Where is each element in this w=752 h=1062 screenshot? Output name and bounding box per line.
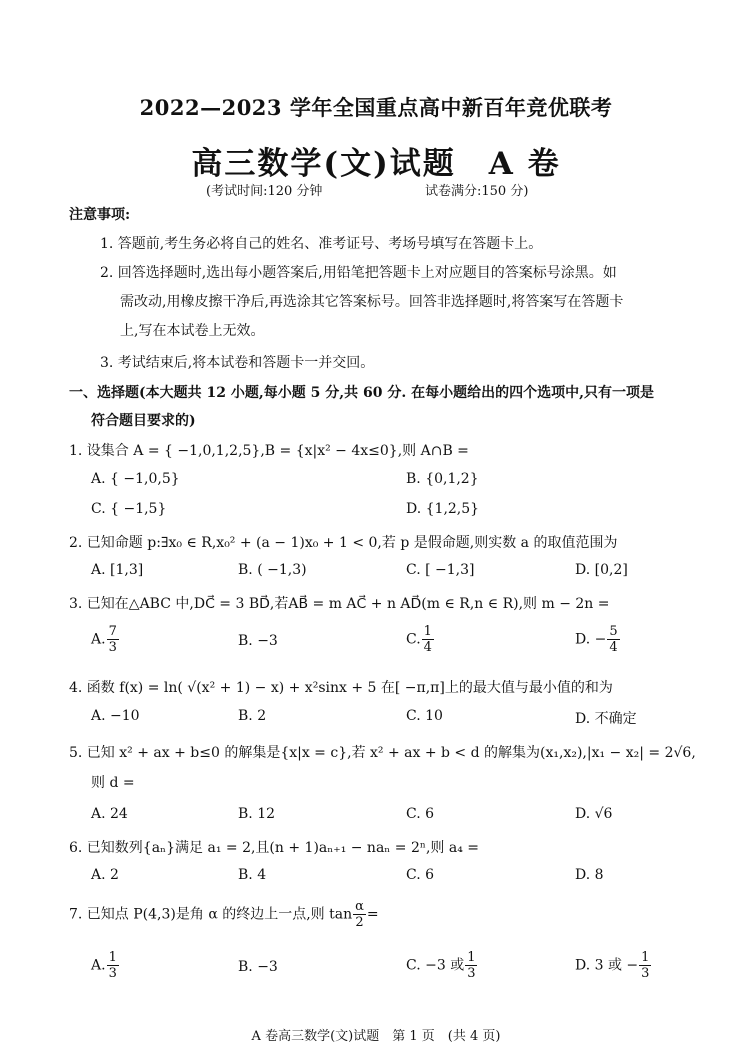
note-2-line-2: 需改动,用橡皮擦干净后,再选涂其它答案标号。回答非选择题时,将答案写在答题卡 bbox=[120, 294, 624, 310]
q7-option-b: B. −3 bbox=[238, 959, 278, 975]
question-7: 7. 已知点 P(4,3)是角 α 的终边上一点,则 tan $\frac{\alpha}{2}$ = bbox=[69, 899, 379, 930]
q1-option-a: A. { −1,0,5} bbox=[91, 471, 180, 487]
exam-score: 试卷满分:150 分) bbox=[425, 184, 529, 199]
q4-option-a: A. −10 bbox=[91, 708, 140, 724]
page-footer: A 卷高三数学(文)试题 第 1 页 (共 4 页) bbox=[251, 1029, 501, 1044]
q5-option-c: C. 6 bbox=[406, 806, 435, 822]
question-4: 4. 函数 f(x) = ln( √(x² + 1) − x) + x²sinx + 5 在[ −π,π]上的最大值与最小值的和为 bbox=[69, 680, 613, 696]
fraction: $\frac{5}{4}$ bbox=[609, 624, 618, 655]
question-6: 6. 已知数列{aₙ}满足 a₁ = 2,且(n + 1)aₙ₊₁ − naₙ = 2ⁿ,则 a₄ = bbox=[69, 840, 479, 856]
q2-option-d: D. [0,2] bbox=[575, 562, 628, 578]
q2-option-c: C. [ −1,3] bbox=[406, 562, 475, 578]
q5-option-a: A. 24 bbox=[91, 806, 128, 822]
note-2-line-1: 2. 回答选择题时,选出每小题答案后,用铅笔把答题卡上对应题目的答案标号涂黑。如 bbox=[100, 265, 617, 281]
note-3: 3. 考试结束后,将本试卷和答题卡一并交回。 bbox=[100, 355, 375, 371]
q7-option-d: D. 3 或 − $\frac{1}{3}$ bbox=[575, 950, 650, 981]
question-3: 3. 已知在△ABC 中,DC⃗ = 3 BD⃗,若AB⃗ = m AC⃗ + n AD⃗(m ∈ R,n ∈ R),则 m − 2n = bbox=[69, 596, 610, 612]
q3-option-b: B. −3 bbox=[238, 633, 278, 649]
q4-option-b: B. 2 bbox=[238, 708, 267, 724]
fraction: $\frac{1}{4}$ bbox=[423, 624, 432, 655]
question-1: 1. 设集合 A = { −1,0,1,2,5},B = {x|x² − 4x≤0},则 A∩B = bbox=[69, 443, 469, 459]
q3-option-c: C. $\frac{1}{4}$ bbox=[406, 624, 432, 655]
note-1: 1. 答题前,考生务必将自己的姓名、准考证号、考场号填写在答题卡上。 bbox=[100, 236, 543, 252]
q3-option-a: A. $\frac{7}{3}$ bbox=[91, 624, 117, 655]
q7-option-a: A. $\frac{1}{3}$ bbox=[91, 950, 117, 981]
q2-option-a: A. [1,3] bbox=[91, 562, 144, 578]
question-2: 2. 已知命题 p:∃x₀ ∈ R,x₀² + (a − 1)x₀ + 1 < 0,若 p 是假命题,则实数 a 的取值范围为 bbox=[69, 535, 618, 551]
q2-option-b: B. ( −1,3) bbox=[238, 562, 307, 578]
q5-option-d: D. √6 bbox=[575, 806, 613, 822]
fraction: $\frac{\alpha}{2}$ bbox=[355, 899, 364, 930]
fraction: $\frac{1}{3}$ bbox=[641, 950, 650, 981]
fraction: $\frac{1}{3}$ bbox=[108, 950, 117, 981]
q5-option-b: B. 12 bbox=[238, 806, 276, 822]
q1-option-c: C. { −1,5} bbox=[91, 501, 167, 517]
section-heading-line-2: 符合题目要求的) bbox=[91, 413, 196, 429]
q1-option-b: B. {0,1,2} bbox=[406, 471, 479, 487]
q4-option-d: D. 不确定 bbox=[575, 711, 637, 727]
question-5-line-2: 则 d = bbox=[91, 775, 135, 791]
q1-option-d: D. {1,2,5} bbox=[406, 501, 480, 517]
q6-option-c: C. 6 bbox=[406, 867, 435, 883]
q6-option-a: A. 2 bbox=[91, 867, 119, 883]
exam-series-title: 2022—2023 学年全国重点高中新百年竞优联考 bbox=[139, 95, 613, 120]
question-5: 5. 已知 x² + ax + b≤0 的解集是{x|x = c},若 x² + ax + b < d 的解集为(x₁,x₂),|x₁ − x₂| = 2√6, bbox=[69, 745, 696, 761]
q6-option-d: D. 8 bbox=[575, 867, 604, 883]
fraction: $\frac{1}{3}$ bbox=[467, 950, 476, 981]
q7-option-c: C. −3 或 $\frac{1}{3}$ bbox=[406, 950, 476, 981]
notes-heading: 注意事项: bbox=[69, 207, 131, 223]
q3-option-d: D. − $\frac{5}{4}$ bbox=[575, 624, 618, 655]
exam-subject-title: 高三数学(文)试题 A 卷 bbox=[191, 146, 561, 182]
q4-option-c: C. 10 bbox=[406, 708, 443, 724]
q6-option-b: B. 4 bbox=[238, 867, 267, 883]
section-heading-line-1: 一、选择题(本大题共 12 小题,每小题 5 分,共 60 分. 在每小题给出的四个选项中,只有一项是 bbox=[69, 385, 654, 401]
fraction: $\frac{7}{3}$ bbox=[108, 624, 117, 655]
exam-time: (考试时间:120 分钟 bbox=[206, 184, 323, 199]
note-2-line-3: 上,写在本试卷上无效。 bbox=[120, 323, 265, 339]
